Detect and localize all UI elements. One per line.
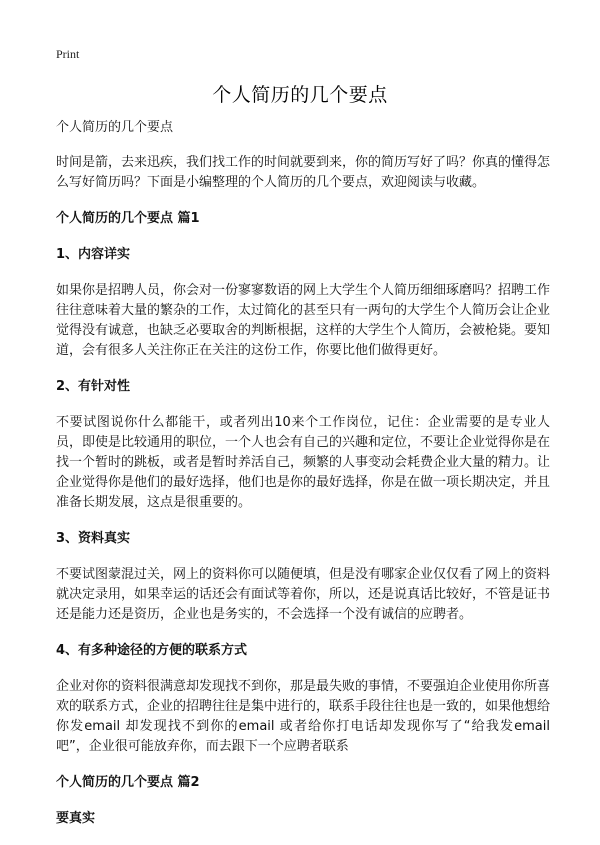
document-body [56,118,550,845]
section-heading-contact: 4、有多种途径的方便的联系方式 [56,643,248,658]
section-text-truthful: 不要试图蒙混过关，网上的资料你可以随便填，但是没有哪家企业仅仅看了网上的资料就决定录用，如果幸运的话还会有面试等着你，所以，还是说真话比较好，不管是证书还是能力还是资历，企业也是务实的，不会选择一个没有诚信的应聘者。 [56,567,551,622]
section-text-targeted: 不要试图说你什么都能干，或者列出10来个工作岗位，记住：企业需要的是专业人员，即使是比较通用的职位，一个人也会有自己的兴趣和定位，不要让企业觉得你是在找一个暂时的跳板，或者是暂时养活自己，频繁的人事变动会耗费企业大量的精力。让企业觉得你是他们的最好选择，他们也是你的最好选择，你是在做一项长期决定，并且准备长期发展，这点是很重要的。 [56,415,551,510]
section-heading-content-detail: 1、内容详实 [56,247,131,262]
section-text-content-detail: 如果你是招聘人员，你会对一份寥寥数语的网上大学生个人简历细细琢磨吗？招聘工作往往意味着大量的繁杂的工作，太过简化的甚至只有一两句的大学生个人简历会让企业觉得没有诚意，也缺乏必要取舍的判断根据，这样的大学生个人简历，会被枪毙。要知道，会有很多人关注你正在关注的这份工作，你要比他们做得更好。 [56,283,551,358]
document-title: 个人简历的几个要点 [212,84,388,106]
intro-paragraph: 时间是箭，去来迅疾，我们找工作的时间就要到来，你的简历写好了吗？你真的懂得怎么写好简历吗？下面是小编整理的个人简历的几个要点，欢迎阅读与收藏。 [56,155,551,190]
part2-first-heading: 要真实 [56,811,96,826]
section-heading-truthful: 3、资料真实 [56,531,131,546]
document-subtitle: 个人简历的几个要点 [56,120,174,135]
section-heading-targeted: 2、有针对性 [56,379,131,394]
part2-heading: 个人简历的几个要点 篇2 [56,775,200,790]
section-text-contact: 企业对你的资料很满意却发现找不到你，那是最失败的事情，不要强迫企业使用你所喜欢的联系方式，企业的招聘往往是集中进行的，联系手段往往也是一致的，如果他想给你发email 却发现找不到你的email 或者给你打电话却发现你写了“给我发email 吧”，企业很可能放弃你，而去跟下一个应聘者联系 [56,679,551,754]
print-label[interactable]: Print [56,47,80,61]
part1-heading: 个人简历的几个要点 篇1 [56,211,200,226]
